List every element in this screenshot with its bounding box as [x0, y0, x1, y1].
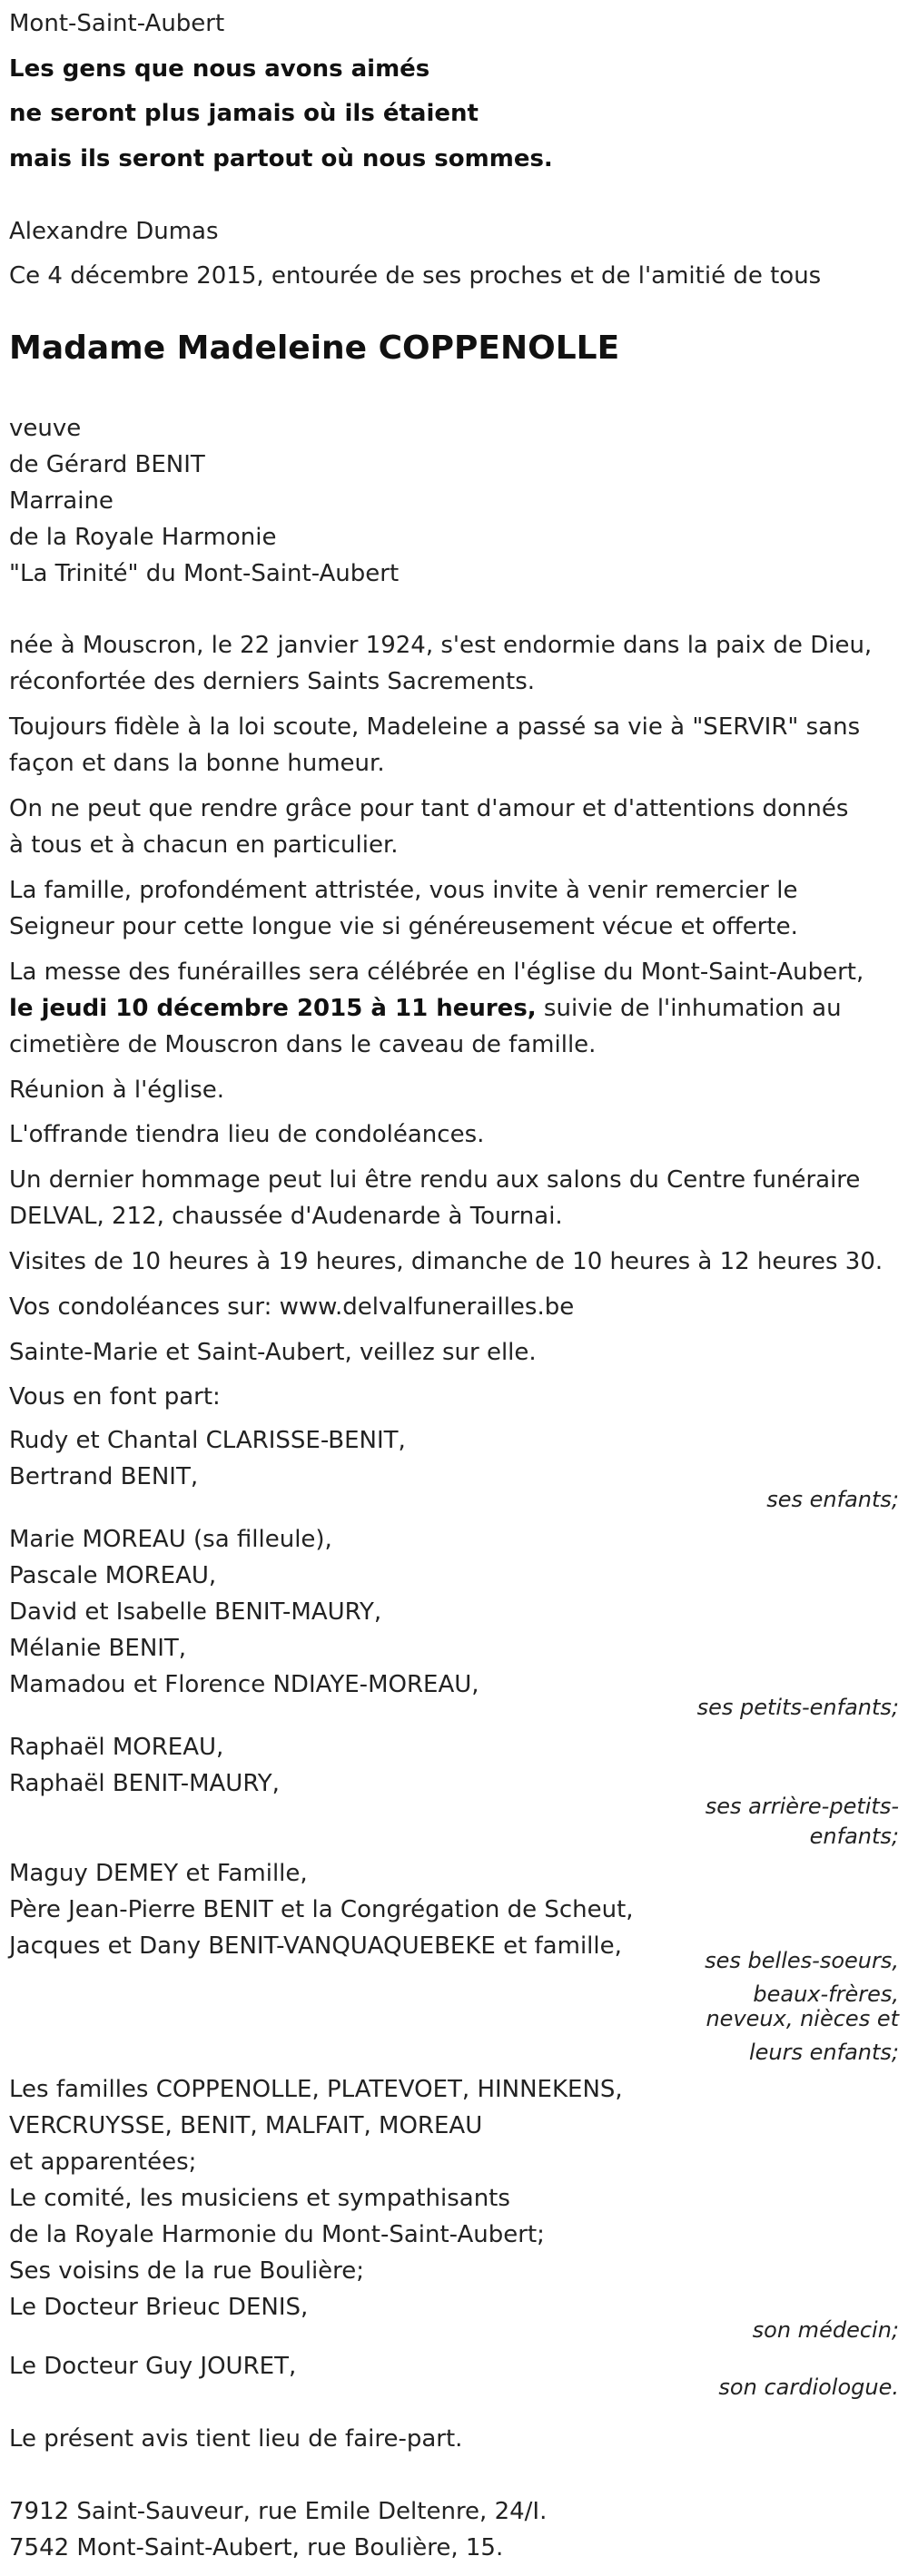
mourner-line: de la Royale Harmonie du Mont-Saint-Aubert;	[9, 2221, 545, 2248]
place-heading: Mont-Saint-Aubert	[9, 10, 225, 37]
quote-line: Les gens que nous avons aimés	[9, 55, 430, 83]
intro-line: Ce 4 décembre 2015, entourée de ses proches et de l'amitié de tous	[9, 262, 822, 290]
birth-paragraph: réconfortée des derniers Saints Sacrements.	[9, 668, 536, 695]
mourner-line: Ses voisins de la rue Boulière;	[9, 2257, 365, 2285]
tribute-paragraph: Un dernier hommage peut lui être rendu aux salons du Centre funéraire	[9, 1166, 861, 1194]
address-line: 7542 Mont-Saint-Aubert, rue Boulière, 15.	[9, 2534, 504, 2561]
mourner-line: Le Docteur Brieuc DENIS,	[9, 2294, 309, 2321]
deceased-detail: "La Trinité" du Mont-Saint-Aubert	[9, 560, 400, 587]
relation-label: ses arrière-petits-	[705, 1794, 899, 1819]
mourner-line: Bertrand BENIT,	[9, 1463, 199, 1490]
mass-date-line	[9, 990, 842, 1027]
grace-paragraph: On ne peut que rendre grâce pour tant d'amour et d'attentions donnés	[9, 795, 849, 822]
reunion-line: Réunion à l'église.	[9, 1077, 225, 1104]
mourner-line: Raphaël MOREAU,	[9, 1734, 224, 1761]
deceased-detail: veuve	[9, 415, 82, 442]
mourner-line: Jacques et Dany BENIT-VANQUAQUEBEKE et famille,	[9, 1932, 622, 1960]
mourner-line: David et Isabelle BENIT-MAURY,	[9, 1598, 382, 1626]
scout-paragraph: façon et dans la bonne humeur.	[9, 750, 385, 777]
address-line: 7912 Saint-Sauveur, rue Emile Deltenre, 24/I.	[9, 2498, 548, 2525]
quote-author: Alexandre Dumas	[9, 218, 219, 245]
quote-line: ne seront plus jamais où ils étaient	[9, 100, 479, 127]
mourner-line: Marie MOREAU (sa filleule),	[9, 1526, 332, 1553]
relation-label: ses belles-soeurs,	[705, 1948, 899, 1973]
birth-paragraph: née à Mouscron, le 22 janvier 1924, s'est endormie dans la paix de Dieu,	[9, 632, 873, 659]
mourner-line: Mamadou et Florence NDIAYE-MOREAU,	[9, 1671, 479, 1698]
tribute-paragraph: DELVAL, 212, chaussée d'Audenarde à Tournai.	[9, 1203, 563, 1230]
mass-paragraph: cimetière de Mouscron dans le caveau de famille.	[9, 1031, 597, 1058]
mourner-line: Rudy et Chantal CLARISSE-BENIT,	[9, 1427, 406, 1454]
deceased-detail: de Gérard BENIT	[9, 451, 205, 478]
notice-line: Le présent avis tient lieu de faire-part.	[9, 2425, 463, 2453]
condolences-line: Vos condoléances sur: www.delvalfunerailles.be	[9, 1293, 575, 1321]
deceased-detail: de la Royale Harmonie	[9, 524, 277, 551]
mourner-line: et apparentées;	[9, 2148, 197, 2176]
mourner-line: VERCRUYSSE, BENIT, MALFAIT, MOREAU	[9, 2112, 483, 2139]
mass-date: le jeudi 10 décembre 2015 à 11 heures,	[9, 995, 537, 1022]
relation-label: leurs enfants;	[749, 2040, 899, 2065]
mourner-line: Père Jean-Pierre BENIT et la Congrégation de Scheut,	[9, 1896, 634, 1923]
relation-label: enfants;	[809, 1824, 899, 1849]
relation-label: beaux-frères,	[753, 1981, 899, 2007]
family-paragraph: Seigneur pour cette longue vie si généreusement vécue et offerte.	[9, 913, 798, 940]
relation-label: ses enfants;	[766, 1487, 899, 1512]
relation-label: son cardiologue.	[718, 2374, 899, 2400]
mass-paragraph: La messe des funérailles sera célébrée en l'église du Mont-Saint-Aubert,	[9, 959, 864, 986]
deceased-detail: Marraine	[9, 487, 114, 515]
visits-line: Visites de 10 heures à 19 heures, dimanche de 10 heures à 12 heures 30.	[9, 1248, 883, 1275]
mourner-line: Les familles COPPENOLLE, PLATEVOET, HINNEKENS,	[9, 2076, 623, 2103]
offering-line: L'offrande tiendra lieu de condoléances.	[9, 1121, 485, 1148]
mourner-line: Mélanie BENIT,	[9, 1635, 187, 1662]
family-paragraph: La famille, profondément attristée, vous invite à venir remercier le	[9, 877, 798, 904]
mourner-line: Pascale MOREAU,	[9, 1562, 217, 1589]
mass-date-rest: suivie de l'inhumation au	[536, 995, 842, 1022]
mourner-line: Raphaël BENIT-MAURY,	[9, 1770, 280, 1797]
relation-label: son médecin;	[752, 2317, 899, 2343]
scout-paragraph: Toujours fidèle à la loi scoute, Madeleine a passé sa vie à "SERVIR" sans	[9, 713, 861, 741]
deceased-name: Madame Madeleine COPPENOLLE	[9, 329, 620, 367]
mourner-line: Maguy DEMEY et Famille,	[9, 1860, 308, 1887]
grace-paragraph: à tous et à chacun en particulier.	[9, 831, 399, 859]
mourner-line: Le comité, les musiciens et sympathisants	[9, 2185, 510, 2212]
relation-label: ses petits-enfants;	[696, 1695, 899, 1720]
announce-line: Vous en font part:	[9, 1383, 221, 1411]
mourner-line: Le Docteur Guy JOURET,	[9, 2353, 297, 2380]
relation-label: neveux, nièces et	[706, 2006, 899, 2031]
quote-line: mais ils seront partout où nous sommes.	[9, 145, 553, 172]
saints-line: Sainte-Marie et Saint-Aubert, veillez sur elle.	[9, 1339, 537, 1366]
